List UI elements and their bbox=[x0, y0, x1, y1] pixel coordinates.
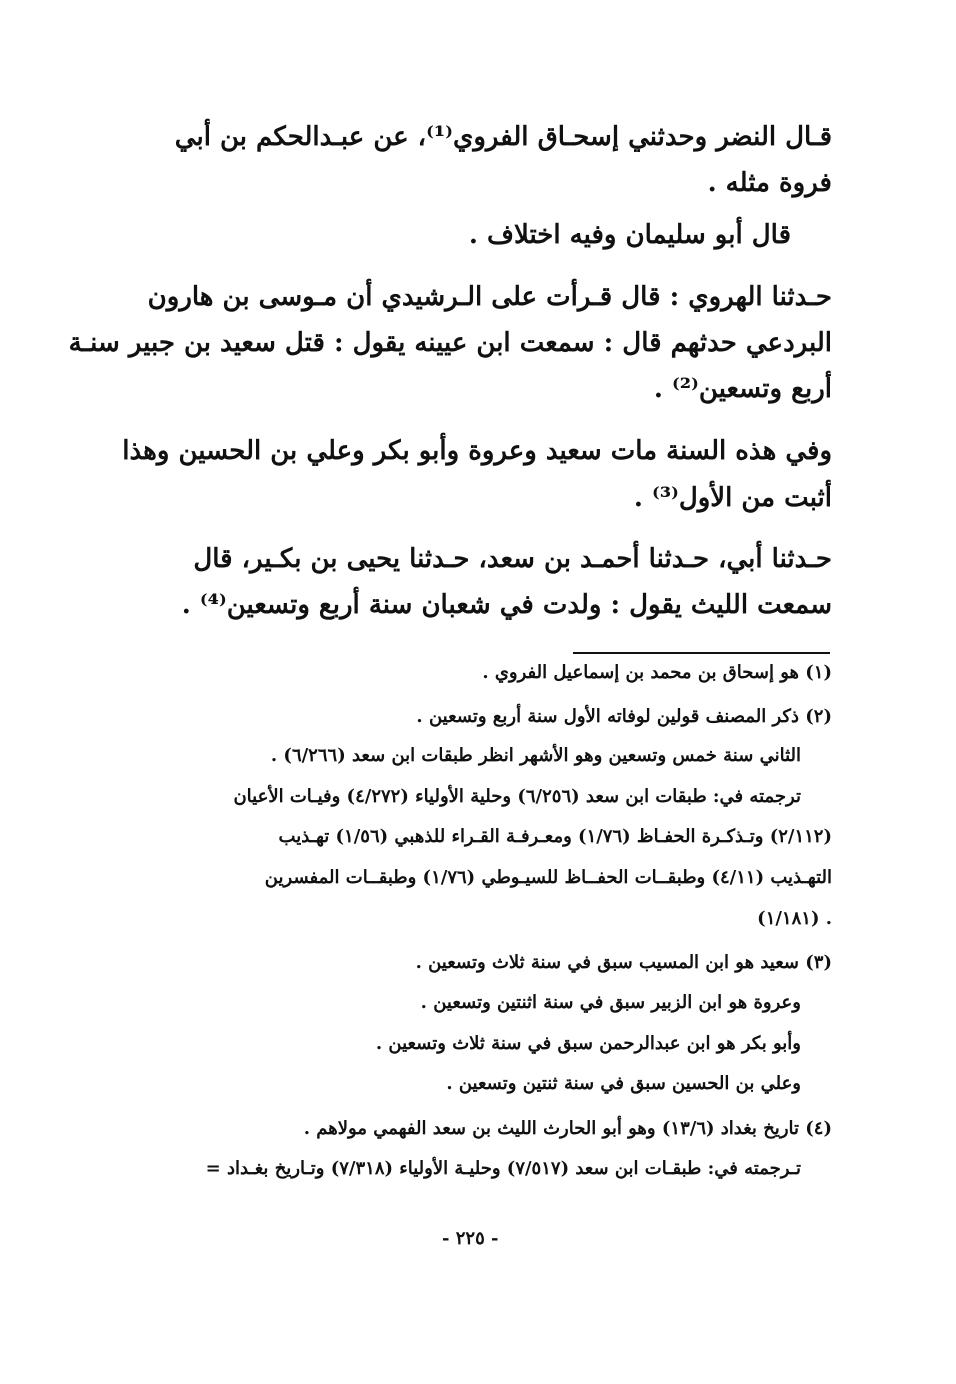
footnote-2: (٢) ذكر المصنف قولين لوفاته الأول سنة أربع وتسعين . bbox=[416, 706, 832, 727]
main-line-8: أثبت من الأول⁽³⁾ . bbox=[633, 483, 832, 513]
main-line-3: قال أبو سليمان وفيه اختلاف . bbox=[468, 220, 791, 250]
footnote-2-line-4: (٢/١١٢) وتـذكـرة الحفـاظ (١/٧٦) ومعـرفـة القـراء للذهبي (١/٥٦) تهـذيب bbox=[278, 826, 832, 847]
footnote-3-line-4: وعلي بن الحسين سبق في سنة ثنتين وتسعين . bbox=[446, 1073, 801, 1094]
main-line-9: حـدثنا أبي، حـدثنا أحمـد بن سعد، حـدثنا يحيى بن بكـير، قال bbox=[193, 544, 832, 574]
footnote-3-line-2: وعروة هو ابن الزبير سبق في سنة اثنتين وتسعين . bbox=[420, 992, 801, 1013]
footnote-4-line-2: تـرجمته في: طبقـات ابن سعد (٧/٥١٧) وحليـة الأولياء (٧/٣١٨) وتـاريخ بغـداد = bbox=[205, 1158, 801, 1179]
footnote-3-line-3: وأبو بكر هو ابن عبدالرحمن سبق في سنة ثلاث وتسعين . bbox=[375, 1033, 801, 1054]
footnote-2-line-2: الثاني سنة خمس وتسعين وهو الأشهر انظر طبقات ابن سعد (٦/٢٦٦) . bbox=[270, 745, 801, 766]
footnote-3: (٣) سعيد هو ابن المسيب سبق في سنة ثلاث وتسعين . bbox=[415, 952, 832, 973]
footnote-2-line-3: ترجمته في: طبقات ابن سعد (٦/٢٥٦) وحلية الأولياء (٤/٢٧٢) وفيـات الأعيان bbox=[233, 786, 801, 807]
main-line-6: أربع وتسعين⁽²⁾ . bbox=[653, 374, 832, 404]
footnote-2-line-5: التهـذيب (٤/١١) وطبقــات الحفــاظ للسيـوطي (١/٧٦) وطبقــات المفسرين bbox=[264, 867, 832, 888]
main-line-10: سمعت الليث يقول : ولدت في شعبان سنة أربع وتسعين⁽⁴⁾ . bbox=[181, 590, 832, 620]
footnote-1: (١) هو إسحاق بن محمد بن إسماعيل الفروي . bbox=[482, 662, 832, 683]
main-line-7: وفي هذه السنة مات سعيد وعروة وأبو بكر وعلي بن الحسين وهذا bbox=[122, 436, 832, 466]
main-line-5: البردعي حدثهم قال : سمعت ابن عيينه يقول : قتل سعيد بن جبير سنـة bbox=[68, 328, 832, 358]
page-number: - ٢٢٥ - bbox=[442, 1228, 499, 1249]
footnote-2-line-6: (١/١٨١) . bbox=[757, 908, 832, 929]
footnote-4: (٤) تاريخ بغداد (١٣/٦) وهو أبو الحارث الليث بن سعد الفهمي مولاهم . bbox=[303, 1118, 832, 1139]
main-line-4: حـدثنا الهروي : قال قـرأت على الـرشيدي أن مـوسى بن هارون bbox=[147, 282, 832, 312]
main-line-1: قـال النضر وحدثني إسحـاق الفروي⁽¹⁾، عن عبـدالحكم بن أبي bbox=[174, 122, 832, 152]
main-line-2: فروة مثله . bbox=[707, 168, 832, 198]
footnote-separator bbox=[573, 652, 830, 654]
